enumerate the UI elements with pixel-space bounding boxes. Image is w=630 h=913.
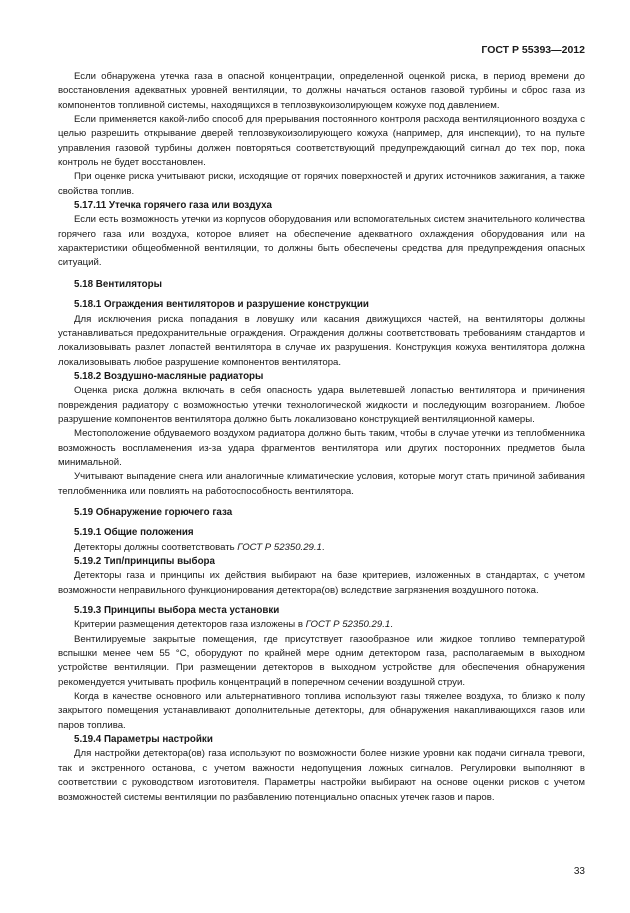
paragraph: Для исключения риска попадания в ловушку или касания движущихся частей, на вентиляторы должны устанавливаться предохранительные ограждения. Ограждения должны соответствовать требованиям стандартов и локализовывать разлет лопастей вентилятора в случае их разрушения. Конструкция кожуха вентилятора должна локализовывать любое разрушение компонентов вентилятора.: [58, 313, 585, 368]
paragraph-text: Критерии размещения детекторов газа изложены в: [74, 619, 306, 631]
paragraph: Местоположение обдуваемого воздухом радиатора должно быть таким, чтобы в случае утечки из теплобменника возможность воспламенения из-за удара фрагментов вентилятора или других посторонних предметов была минимальной.: [58, 428, 585, 468]
subsection-heading: 5.18.2 Воздушно-масляные радиаторы: [74, 370, 264, 382]
paragraph: Учитывают выпадение снега или аналогичные климатические условия, которые могут стать причиной забивания теплобменника или повлиять на работоспособность вентилятора.: [58, 471, 585, 497]
section-heading: 5.19 Обнаружение горючего газа: [74, 506, 233, 518]
section-heading: 5.18 Вентиляторы: [74, 278, 162, 290]
document-header: ГОСТ Р 55393—2012: [481, 44, 585, 56]
standard-reference: ГОСТ Р 52350.29.1: [305, 619, 391, 631]
paragraph: Вентилируемые закрытые помещения, где присутствует газообразное или жидкое топливо температурой вспышки менее чем 55 °С, оборудуют по крайней мере одним детектором газа, располагаемым в выходном устройстве вентиляции. При размещении детекторов в выходном устройстве для обеспечения обнаружения рекомендуется учитывать профиль концентраций в поперечном сечении воздушной струи.: [58, 633, 585, 688]
subsection-heading: 5.19.4 Параметры настройки: [74, 734, 213, 746]
paragraph: Оценка риска должна включать в себя опасность удара вылетевшей лопастью вентилятора и причинения повреждения радиатору с возможностью утечки технологической жидкости и последующим возгоранием. Любое разрушение компонентов вентилятора должно быть локализовано конструкцией вентиляционной камеры.: [58, 385, 585, 425]
subsection-heading: 5.18.1 Ограждения вентиляторов и разрушение конструкции: [74, 299, 369, 311]
paragraph: [58, 618, 585, 632]
subsection-heading: 5.19.3 Принципы выбора места установки: [74, 605, 280, 617]
document-body: [58, 70, 585, 805]
subsection-heading: 5.19.2 Тип/принципы выбора: [74, 556, 215, 567]
subsection-heading: 5.17.11 Утечка горячего газа или воздуха: [74, 200, 272, 212]
paragraph: Если применяется какой-либо способ для прерывания постоянного контроля расхода вентиляционного воздуха с целью разрешить открывание дверей теплозвукоизолирующего кожуха (например, для инспекции), то на пульте управления газовой турбины должен повторяться соответствующий предупреждающий сигнал до тех пор, пока контроль не будет восстановлен.: [58, 114, 585, 169]
paragraph: [58, 541, 585, 555]
paragraph-text: Детекторы должны соответствовать: [74, 541, 238, 553]
paragraph: Если обнаружена утечка газа в опасной концентрации, определенной оценкой риска, в период времени до восстановления адекватных уровней вентиляции, то должны начаться останов газовой турбины и сброс газа из компонентов топливной системы, находящихся в теплозвукоизолирующем кожухе под давлением.: [58, 71, 585, 111]
paragraph: Детекторы газа и принципы их действия выбирают на базе критериев, изложенных в стандартах, с учетом возможности неправильного функционирования детектора(ов) вследствие загрязнения воздушного потока.: [58, 570, 585, 596]
paragraph: При оценке риска учитывают риски, исходящие от горячих поверхностей и других источников зажигания, а также свойства топлив.: [58, 171, 585, 197]
paragraph-text: .: [321, 541, 325, 553]
paragraph: Для настройки детектора(ов) газа используют по возможности более низкие уровни как подачи сигнала тревоги, так и экстренного останова, с учетом важности недопущения ложных сигналов. Регулировки выполняют в соответствии с руководством изготовителя. Параметры настройки выбирают на основе оценки рисков с учетом возможностей системы вентиляции по разбавлению потенциально опасных утечек газов и паров.: [58, 748, 585, 803]
page-number: 33: [573, 866, 585, 877]
subsection-heading: 5.19.1 Общие положения: [74, 527, 194, 539]
paragraph: Если есть возможность утечки из корпусов оборудования или вспомогательных систем значительного количества горячего газа или воздуха, которое влияет на обеспечение адекватного охлаждения оборудования или на характеристики общеобменной вентиляции, то должны быть обеспечены средства для предупреждения опасных ситуаций.: [58, 214, 585, 269]
paragraph-text: .: [390, 619, 393, 631]
paragraph: Когда в качестве основного или альтернативного топлива используют газы тяжелее воздуха, то близко к полу закрытого помещения устанавливают дополнительные детекторы, для обнаружения накапливающихся газов или паров топлива.: [58, 691, 585, 731]
standard-reference: ГОСТ Р 52350.29.1: [237, 541, 322, 553]
